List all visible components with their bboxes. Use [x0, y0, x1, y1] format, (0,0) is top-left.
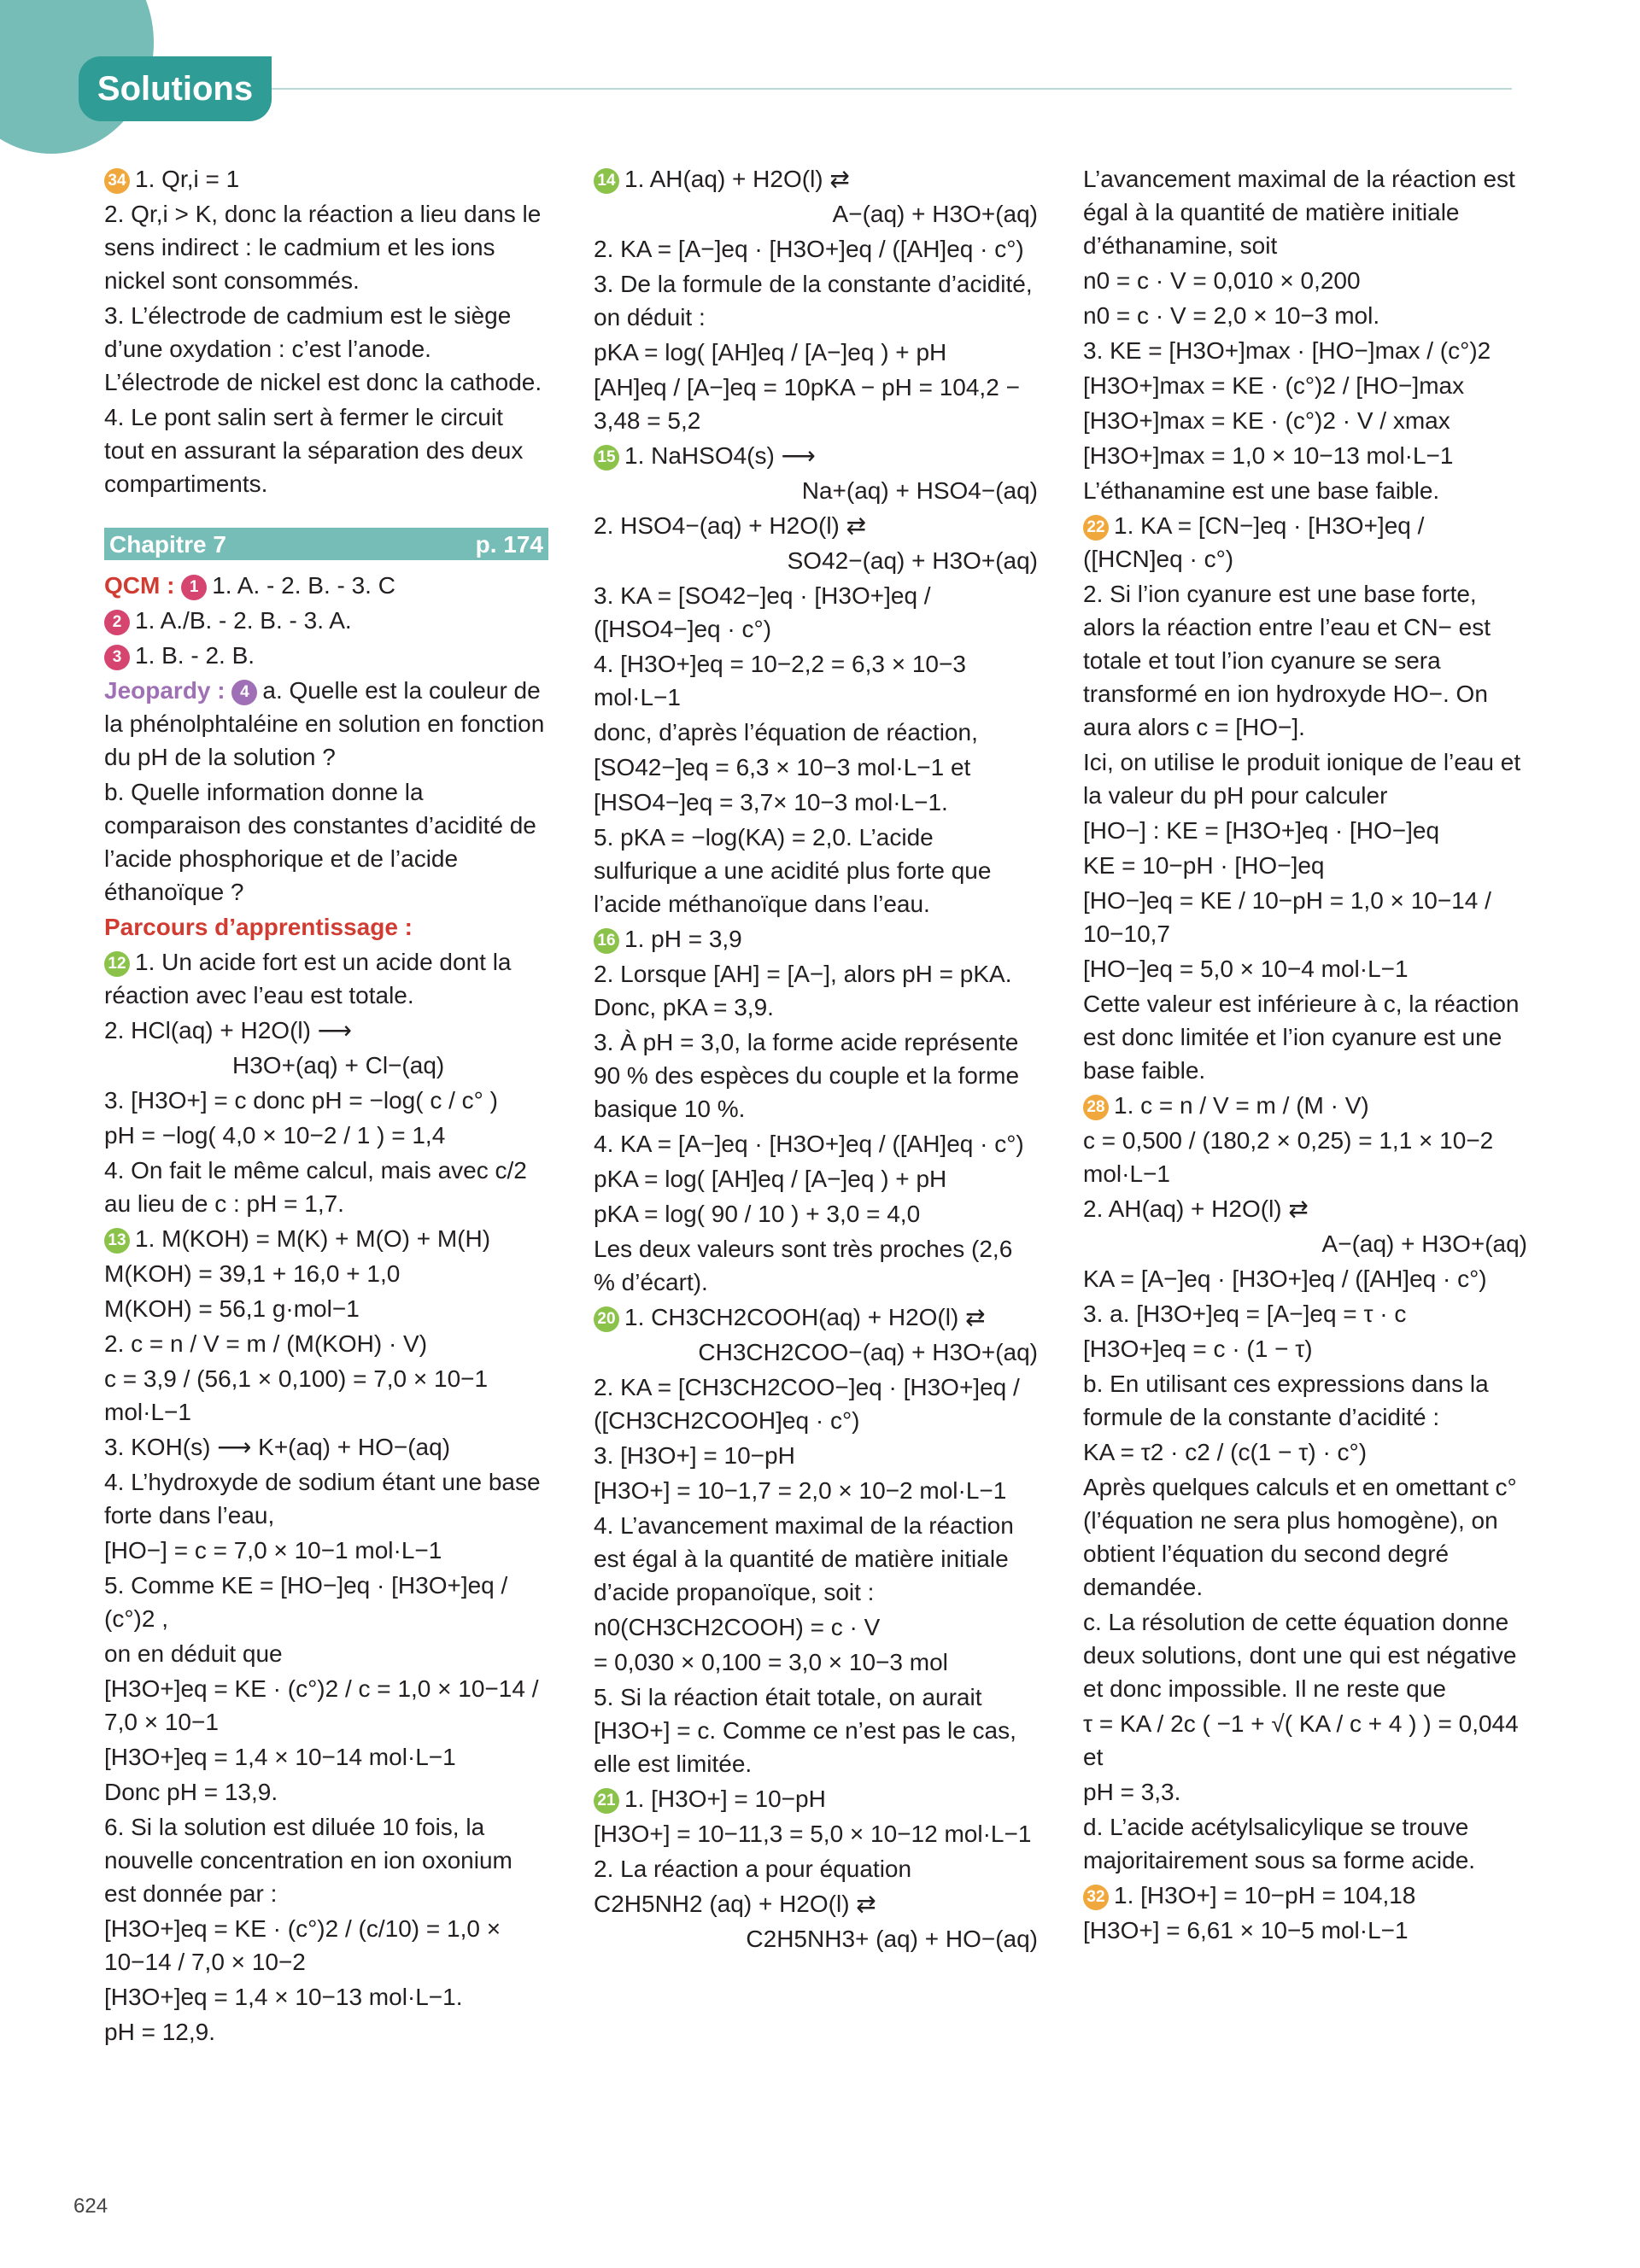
answer-line: [104, 1327, 548, 1360]
answer-line: [1083, 1124, 1527, 1190]
equation-line: C2H5NH3+ (aq) + HO−(aq): [746, 1926, 1038, 1952]
answer-text: c = 0,500 / (180,2 × 0,25) = 1,1 × 10−2 mol·L−1: [1083, 1127, 1501, 1187]
answer-text: [H3O+]eq = c · (1 − τ): [1083, 1336, 1313, 1362]
answer-line: [104, 299, 548, 399]
answer-text: donc, d’après l’équation de réaction,: [594, 719, 978, 745]
column-2: [594, 162, 1038, 1957]
answer-line: [1083, 1605, 1527, 1705]
answer-text: Les deux valeurs sont très proches (2,6 % d’écart).: [594, 1236, 1020, 1295]
answer-text: C2H5NH2 (aq) + H2O(l) ⇄: [594, 1891, 876, 1917]
answer-line: [1083, 1089, 1527, 1122]
answer-text: [AH]eq / [A−]eq = 10pKA − pH = 104,2 − 3,48 = 5,2: [594, 374, 1027, 434]
answer-text: n0(CH3CH2COOH) = c · V: [594, 1614, 881, 1640]
answer-line: [1083, 1879, 1527, 1912]
answer-line: [1083, 952, 1527, 985]
answer-text: 1. CH3CH2COOH(aq) + H2O(l) ⇄: [624, 1304, 986, 1330]
answer-line: [1083, 162, 1527, 262]
answer-text: [H3O+]eq = KE · (c°)2 / (c/10) = 1,0 × 10−14 / 7,0 × 10−2: [104, 1915, 507, 1975]
answer-line: [1083, 884, 1527, 950]
answer-text: 5. Comme KE = [HO−]eq · [H3O+]eq / (c°)2 ,: [104, 1572, 515, 1632]
answer-text: [HSO4−]eq = 3,7× 10−3 mol·L−1.: [594, 789, 948, 815]
answer-line: [1083, 1262, 1527, 1295]
answer-text: [H3O+]eq = KE · (c°)2 / c = 1,0 × 10−14 / 7,0 × 10−1: [104, 1675, 546, 1735]
answer-text: n0 = c · V = 0,010 × 0,200: [1083, 267, 1361, 294]
qcm-badge: 1: [181, 575, 207, 600]
exercise-number-badge: 21: [594, 1788, 619, 1814]
answer-line: [1083, 745, 1527, 812]
answer-line: [594, 439, 1038, 472]
answer-line: [1083, 509, 1527, 576]
answer-text: [H3O+] = 6,61 × 10−5 mol·L−1: [1083, 1917, 1409, 1944]
answer-text: 2. KA = [CH3CH2COO−]eq · [H3O+]eq / ([CH3CH2COOH]eq · c°): [594, 1374, 1027, 1434]
answer-line: [1083, 1470, 1527, 1604]
answer-text: on en déduit que: [104, 1640, 283, 1667]
answer-line: [1083, 1914, 1527, 1947]
answer-text: b. En utilisant ces expressions dans la formule de la constante d’acidité :: [1083, 1371, 1496, 1430]
answer-line: [594, 232, 1038, 266]
exercise-number-badge: 13: [104, 1228, 130, 1254]
answer-text: 3. KOH(s) ⟶ K+(aq) + HO−(aq): [104, 1434, 451, 1460]
qcm-text: 1. B. - 2. B.: [135, 642, 255, 669]
answer-text: 4. Le pont salin sert à fermer le circuit tout en assurant la séparation des deux compartiments.: [104, 404, 530, 497]
answer-text: 5. pKA = −log(KA) = 2,0. L’acide sulfurique a une acidité plus forte que l’acide méthanoïque dans l’eau.: [594, 824, 999, 917]
qcm-line: [104, 569, 548, 602]
equation-line: A−(aq) + H3O+(aq): [1321, 1230, 1527, 1257]
answer-text: 1. NaHSO4(s) ⟶: [624, 442, 816, 469]
answer-text: [H3O+]max = 1,0 × 10−13 mol·L−1: [1083, 442, 1454, 469]
answer-line: [594, 579, 1038, 646]
answer-text: 6. Si la solution est diluée 10 fois, la nouvelle concentration en ion oxonium est donnée par :: [104, 1814, 519, 1907]
jeopardy-badge: 4: [231, 680, 257, 705]
answer-line: [594, 1887, 1038, 1920]
answer-line: [594, 1509, 1038, 1609]
answer-text: [H3O+]eq = 1,4 × 10−13 mol·L−1.: [104, 1984, 463, 2010]
answer-line: [594, 922, 1038, 956]
answer-text: 3. KA = [SO42−]eq · [H3O+]eq / ([HSO4−]eq · c°): [594, 582, 938, 642]
answer-text: KE = 10−pH · [HO−]eq: [1083, 852, 1325, 879]
answer-text: 4. [H3O+]eq = 10−2,2 = 6,3 × 10−3 mol·L−1: [594, 651, 973, 710]
answer-line: [594, 821, 1038, 921]
answer-line: [104, 1430, 548, 1464]
answer-text: 2. AH(aq) + H2O(l) ⇄: [1083, 1195, 1309, 1222]
answer-text: c = 3,9 / (56,1 × 0,100) = 7,0 × 10−1 mol·L−1: [104, 1365, 495, 1425]
exercise-number-badge: 16: [594, 928, 619, 954]
answer-text: [SO42−]eq = 6,3 × 10−3 mol·L−1 et: [594, 754, 971, 780]
answer-text: = 0,030 × 0,100 = 3,0 × 10−3 mol: [594, 1649, 948, 1675]
answer-line: [104, 1119, 548, 1152]
answer-line: [104, 1014, 548, 1047]
answer-line: [594, 1645, 1038, 1679]
answer-text: 3. [H3O+] = c donc pH = −log( c / c° ): [104, 1087, 498, 1114]
answer-text: 3. À pH = 3,0, la forme acide représente 90 % des espèces du couple et la forme basique 10 %.: [594, 1029, 1026, 1122]
answer-line: [104, 400, 548, 500]
answer-line: [594, 162, 1038, 196]
answer-line: [594, 1852, 1038, 1885]
answer-line: [104, 1465, 548, 1532]
answer-line: [1083, 814, 1527, 847]
answer-line: [594, 716, 1038, 749]
jeopardy-label: Jeopardy :: [104, 677, 232, 704]
answer-text: c. La résolution de cette équation donne deux solutions, dont une qui est négative et donc impossible. Il ne reste que: [1083, 1609, 1524, 1702]
answer-line: [104, 1810, 548, 1910]
answer-line: [1083, 264, 1527, 297]
answer-text: [H3O+] = 10−11,3 = 5,0 × 10−12 mol·L−1: [594, 1821, 1032, 1847]
answer-text: 3. [H3O+] = 10−pH: [594, 1442, 795, 1469]
answer-text: KA = [A−]eq · [H3O+]eq / ([AH]eq · c°): [1083, 1266, 1487, 1292]
answer-line: [594, 647, 1038, 714]
answer-line: [104, 1740, 548, 1774]
answer-line: [594, 1232, 1038, 1299]
exercise-number-badge: 15: [594, 445, 619, 471]
answer-line: [594, 1127, 1038, 1160]
answer-line: [1083, 369, 1527, 402]
answer-line: [1083, 1435, 1527, 1469]
answer-line: [1083, 1707, 1527, 1774]
answer-text: [H3O+]max = KE · (c°)2 / [HO−]max: [1083, 372, 1465, 399]
answer-text: 2. HCl(aq) + H2O(l) ⟶: [104, 1017, 352, 1043]
qcm-badge: 2: [104, 610, 130, 635]
answer-text: pKA = log( [AH]eq / [A−]eq ) + pH: [594, 339, 947, 365]
answer-line: [594, 1197, 1038, 1230]
answer-line: [1083, 404, 1527, 437]
qcm-badge: 3: [104, 645, 130, 670]
exercise-number-badge: 14: [594, 168, 619, 194]
answer-line: [1083, 1192, 1527, 1225]
column-1: [104, 162, 552, 2050]
page-number: 624: [73, 2195, 108, 2218]
answer-line: [594, 1371, 1038, 1437]
answer-line: [1083, 474, 1527, 507]
answer-line: [594, 1474, 1038, 1507]
answer-text: pH = −log( 4,0 × 10−2 / 1 ) = 1,4: [104, 1122, 446, 1149]
chapter-bar: [104, 528, 548, 560]
answer-text: M(KOH) = 56,1 g·mol−1: [104, 1295, 360, 1322]
answer-text: 3. KE = [H3O+]max · [HO−]max / (c°)2: [1083, 337, 1491, 364]
answer-line: [104, 1912, 548, 1979]
answer-text: 2. Qr,i > K, donc la réaction a lieu dans le sens indirect : le cadmium et les ions nickel sont consommés.: [104, 201, 548, 294]
answer-text: [HO−]eq = 5,0 × 10−4 mol·L−1: [1083, 956, 1409, 982]
answer-text: 1. AH(aq) + H2O(l) ⇄: [624, 166, 850, 192]
answer-text: 5. Si la réaction était totale, on aurait [H3O+] = c. Comme ce n’est pas le cas, elle est limitée.: [594, 1684, 1023, 1777]
answer-text: 3. a. [H3O+]eq = [A−]eq = τ · c: [1083, 1301, 1407, 1327]
answer-text: 2. c = n / V = m / (M(KOH) · V): [104, 1330, 428, 1357]
answer-line: [594, 509, 1038, 542]
answer-text: Donc pH = 13,9.: [104, 1779, 278, 1805]
answer-text: M(KOH) = 39,1 + 16,0 + 1,0: [104, 1260, 401, 1287]
answer-line: [104, 1534, 548, 1567]
answer-line: [104, 1292, 548, 1325]
answer-line: [104, 1637, 548, 1670]
answer-text: L’éthanamine est une base faible.: [1083, 477, 1440, 504]
qcm-text: 1. A./B. - 2. B. - 3. A.: [135, 607, 352, 634]
answer-line: [104, 1569, 548, 1635]
answer-line: [594, 751, 1038, 784]
answer-text: [H3O+] = 10−1,7 = 2,0 × 10−2 mol·L−1: [594, 1477, 1007, 1504]
answer-line: [1083, 1367, 1527, 1434]
answer-line: [104, 1672, 548, 1739]
answer-text: 4. KA = [A−]eq · [H3O+]eq / ([AH]eq · c°): [594, 1131, 1024, 1157]
answer-line: [594, 1681, 1038, 1780]
equation-line: H3O+(aq) + Cl−(aq): [232, 1052, 445, 1078]
answer-line: [594, 1610, 1038, 1644]
answer-text: [H3O+]eq = 1,4 × 10−14 mol·L−1: [104, 1744, 456, 1770]
answer-text: 2. HSO4−(aq) + H2O(l) ⇄: [594, 512, 867, 539]
answer-line: [104, 1084, 548, 1117]
qcm-text: 1. A. - 2. B. - 3. C: [212, 572, 395, 599]
answer-line: [594, 1782, 1038, 1815]
answer-line: [594, 267, 1038, 334]
answer-line: [104, 1257, 548, 1290]
answer-line: [1083, 849, 1527, 882]
chapter-label: Chapitre 7: [109, 530, 226, 558]
answer-line: [104, 1222, 548, 1255]
answer-line: [594, 336, 1038, 369]
exercise-number-badge: 32: [1083, 1885, 1109, 1910]
answer-line: [1083, 1297, 1527, 1330]
answer-line: [1083, 1775, 1527, 1809]
spacer: [104, 502, 548, 521]
answer-text: pKA = log( [AH]eq / [A−]eq ) + pH: [594, 1166, 947, 1192]
answer-text: Cette valeur est inférieure à c, la réaction est donc limitée et l’ion cyanure est une base faible.: [1083, 991, 1526, 1084]
section-title: Solutions: [79, 56, 272, 121]
answer-line: [594, 1439, 1038, 1472]
answer-text: 1. [H3O+] = 10−pH = 104,18: [1114, 1882, 1416, 1909]
answer-line: [104, 162, 548, 196]
exercise-number-badge: 34: [104, 168, 130, 194]
answer-line: [594, 1026, 1038, 1125]
answer-line: [104, 1362, 548, 1429]
answer-text: 2. Lorsque [AH] = [A−], alors pH = pKA. Donc, pKA = 3,9.: [594, 961, 1019, 1020]
answer-text: 1. c = n / V = m / (M · V): [1114, 1092, 1369, 1119]
answer-text: 2. KA = [A−]eq · [H3O+]eq / ([AH]eq · c°): [594, 236, 1024, 262]
header-rule: [272, 88, 1512, 90]
answer-line: [104, 197, 548, 297]
answer-line: [104, 1154, 548, 1220]
column-3: [1083, 162, 1527, 1949]
jeopardy-a: a. Quelle est la couleur de la phénolphtaléine en solution en fonction du pH de la solution ?: [104, 677, 552, 770]
answer-text: 1. Un acide fort est un acide dont la réaction avec l’eau est totale.: [104, 949, 518, 1008]
answer-text: τ = KA / 2c ( −1 + √( KA / c + 4 ) ) = 0,044 et: [1083, 1710, 1526, 1770]
answer-text: [HO−]eq = KE / 10−pH = 1,0 × 10−14 / 10−10,7: [1083, 887, 1498, 947]
answer-line: [1083, 1332, 1527, 1365]
parcours-heading: Parcours d’apprentissage :: [104, 914, 413, 940]
answer-text: pKA = log( 90 / 10 ) + 3,0 = 4,0: [594, 1201, 921, 1227]
answer-text: d. L’acide acétylsalicylique se trouve majoritairement sous sa forme acide.: [1083, 1814, 1476, 1873]
answer-text: n0 = c · V = 2,0 × 10−3 mol.: [1083, 302, 1380, 329]
answer-line: [594, 786, 1038, 819]
answer-line: [594, 1817, 1038, 1850]
answer-line: [1083, 439, 1527, 472]
exercise-number-badge: 20: [594, 1306, 619, 1332]
answer-line: [594, 1162, 1038, 1195]
answer-line: [1083, 987, 1527, 1087]
answer-text: 3. L’électrode de cadmium est le siège d’une oxydation : c’est l’anode. L’électrode de nickel est donc la cathode.: [104, 302, 542, 395]
answer-line: [104, 945, 548, 1012]
qcm-label: QCM :: [104, 572, 182, 599]
answer-text: Ici, on utilise le produit ionique de l’eau et la valeur du pH pour calculer: [1083, 749, 1527, 809]
answer-text: 1. pH = 3,9: [624, 926, 742, 952]
answer-text: 1. [H3O+] = 10−pH: [624, 1786, 826, 1812]
answer-line: [104, 2015, 548, 2049]
answer-line: [104, 1775, 548, 1809]
answer-line: [104, 1980, 548, 2014]
jeopardy-line: [104, 674, 552, 774]
equation-line: Na+(aq) + HSO4−(aq): [801, 477, 1038, 504]
equation-line: SO42−(aq) + H3O+(aq): [787, 547, 1038, 574]
answer-text: pH = 12,9.: [104, 2019, 215, 2045]
equation-line: A−(aq) + H3O+(aq): [832, 201, 1038, 227]
answer-text: 4. On fait le même calcul, mais avec c/2 au lieu de c : pH = 1,7.: [104, 1157, 534, 1217]
jeopardy-b: b. Quelle information donne la comparaison des constantes d’acidité de l’acide phosphorique et de l’acide éthanoïque ?: [104, 779, 543, 905]
answer-text: 4. L’hydroxyde de sodium étant une base forte dans l’eau,: [104, 1469, 548, 1529]
answer-text: 4. L’avancement maximal de la réaction est égal à la quantité de matière initiale d’acide propanoïque, soit :: [594, 1512, 1021, 1605]
exercise-number-badge: 28: [1083, 1095, 1109, 1120]
answer-text: Après quelques calculs et en omettant c° (l’équation ne sera plus homogène), on obtient l’équation du second degré demandée.: [1083, 1474, 1524, 1600]
answer-line: [594, 1301, 1038, 1334]
answer-text: 2. La réaction a pour équation: [594, 1856, 912, 1882]
answer-text: 1. KA = [CN−]eq · [H3O+]eq / ([HCN]eq · c°): [1083, 512, 1432, 572]
answer-line: [1083, 299, 1527, 332]
answer-line: [594, 957, 1038, 1024]
qcm-line: [104, 604, 548, 637]
exercise-number-badge: 22: [1083, 515, 1109, 541]
answer-line: [594, 371, 1038, 437]
qcm-line: [104, 639, 548, 672]
answer-text: L’avancement maximal de la réaction est égal à la quantité de matière initiale d’éthanamine, soit: [1083, 166, 1522, 259]
answer-text: [HO−] : KE = [H3O+]eq · [HO−]eq: [1083, 817, 1440, 844]
answer-line: [1083, 577, 1527, 744]
answer-text: 2. Si l’ion cyanure est une base forte, alors la réaction entre l’eau et CN− est totale et tout l’ion cyanure se sera transformé en ion hydroxyde HO−. On aura alors c = [HO−].: [1083, 581, 1497, 740]
answer-text: 1. M(KOH) = M(K) + M(O) + M(H): [135, 1225, 491, 1252]
answer-text: 3. De la formule de la constante d’acidité, on déduit :: [594, 271, 1040, 330]
answer-text: 1. Qr,i = 1: [135, 166, 240, 192]
answer-text: pH = 3,3.: [1083, 1779, 1181, 1805]
answer-text: [H3O+]max = KE · (c°)2 · V / xmax: [1083, 407, 1450, 434]
chapter-page: p. 174: [475, 530, 543, 558]
exercise-number-badge: 12: [104, 951, 130, 977]
answer-line: [1083, 1810, 1527, 1877]
answer-text: KA = τ2 · c2 / (c(1 − τ) · c°): [1083, 1439, 1368, 1465]
answer-line: [1083, 334, 1527, 367]
equation-line: CH3CH2COO−(aq) + H3O+(aq): [698, 1339, 1038, 1365]
answer-text: [HO−] = c = 7,0 × 10−1 mol·L−1: [104, 1537, 442, 1564]
